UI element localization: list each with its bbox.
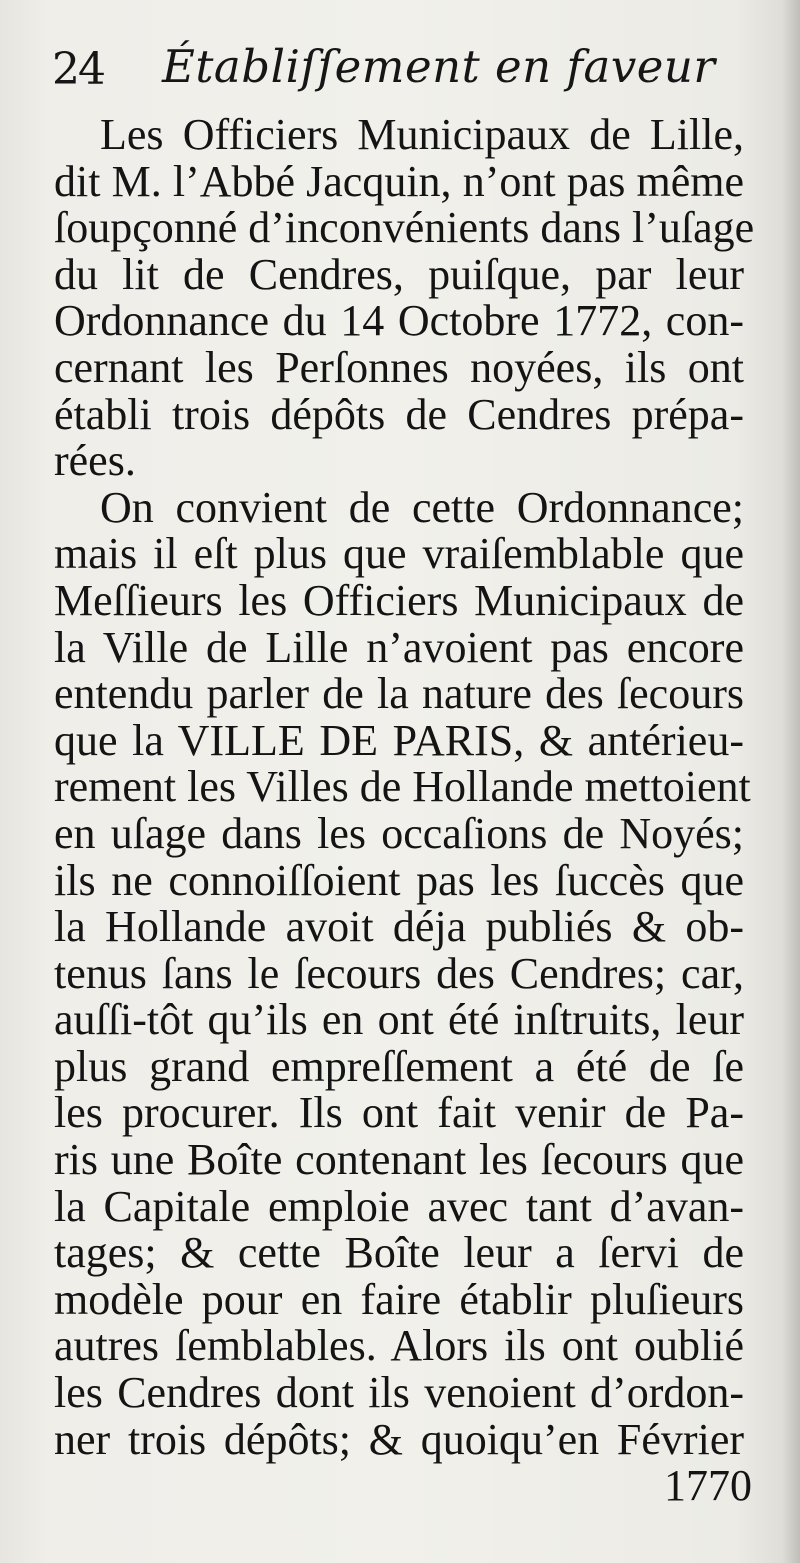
- page-number: 24: [52, 44, 104, 95]
- text-line: du lit de Cendres, puiſque, par leur: [54, 249, 744, 299]
- text-line: entendu parler de la nature des ſecours: [54, 669, 744, 719]
- text-line: en uſage dans les occaſions de Noyés;: [54, 808, 744, 858]
- body-text: [54, 110, 755, 1464]
- text-line: Meſſieurs les Officiers Municipaux de: [54, 575, 744, 625]
- text-line: mais il eſt plus que vraiſemblable que: [54, 529, 744, 579]
- text-line: dit M. l’Abbé Jacquin, n’ont pas même: [54, 156, 744, 206]
- text-line: la Ville de Lille n’avoient pas encore: [54, 622, 744, 672]
- catchword: 1770: [664, 1461, 752, 1510]
- text-line: rées.: [54, 436, 136, 486]
- text-line: que la VILLE DE PARIS, & antérieu-: [54, 715, 744, 765]
- text-line: modèle pour en faire établir pluſieurs: [54, 1274, 744, 1324]
- text-line: la Capitale emploie avec tant d’avan-: [54, 1181, 744, 1231]
- text-line: autres ſemblables. Alors ils ont oublié: [54, 1321, 744, 1371]
- text-line: la Hollande avoit déja publiés & ob-: [54, 902, 744, 952]
- text-line: ils ne connoiſſoient pas les ſuccès que: [54, 855, 744, 905]
- text-line: ſoupçonné d’inconvénients dans l’uſage: [54, 203, 755, 253]
- text-line: établi trois dépôts de Cendres prépa-: [54, 389, 744, 439]
- text-line: plus grand empreſſement a été de ſe: [54, 1041, 744, 1091]
- page-edge-shadow: [782, 0, 800, 1563]
- text-line: les procurer. Ils ont fait venir de Pa-: [54, 1088, 744, 1138]
- text-line: ris une Boîte contenant les ſecours que: [54, 1135, 744, 1185]
- text-line: Ordonnance du 14 Octobre 1772, con-: [54, 296, 744, 346]
- text-line: les Cendres dont ils venoient d’ordon-: [54, 1368, 744, 1418]
- page-header: [52, 40, 752, 102]
- text-line: tages; & cette Boîte leur a ſervi de: [54, 1228, 744, 1278]
- running-title: Établiſſement en faveur: [162, 40, 716, 93]
- text-line: On convient de cette Ordonnance;: [100, 482, 744, 532]
- text-line: tenus ſans le ſecours des Cendres; car,: [54, 948, 744, 998]
- text-line: cernant les Perſonnes noyées, ils ont: [54, 342, 744, 392]
- text-line: ner trois dépôts; & quoiqu’en Février: [54, 1414, 744, 1464]
- text-line: rement les Villes de Hollande mettoient: [54, 762, 751, 812]
- text-line: Les Officiers Municipaux de Lille,: [100, 110, 744, 159]
- text-line: auſſi-tôt qu’ils en ont été inſtruits, leur: [54, 995, 744, 1045]
